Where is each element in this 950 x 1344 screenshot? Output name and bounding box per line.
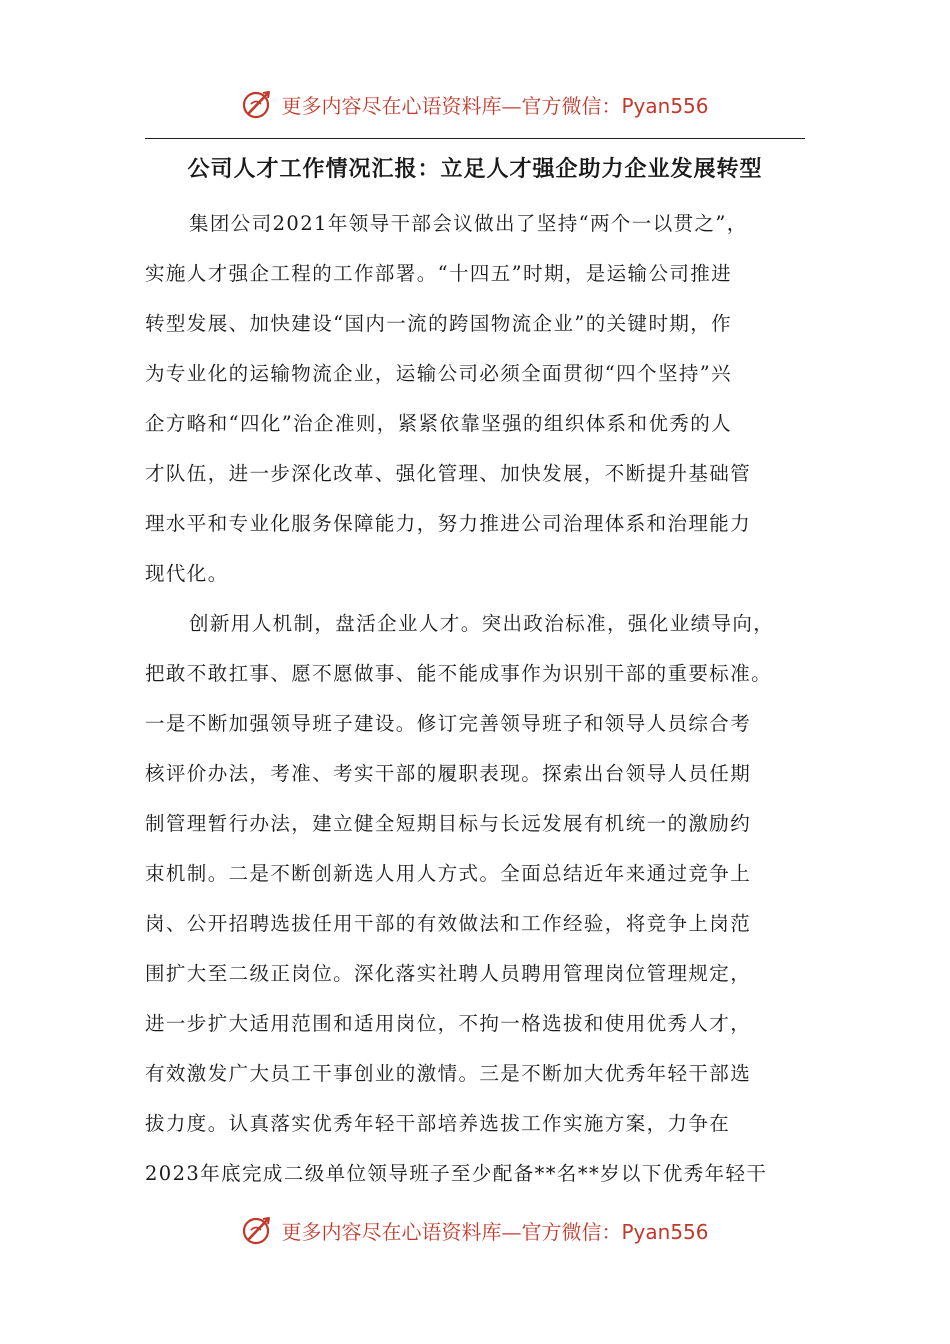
- header-watermark-banner: [0, 84, 950, 124]
- banner-text: [281, 90, 708, 119]
- banner-wechat-id: Pyan556: [621, 93, 709, 118]
- document-title: 公司人才工作情况汇报：立足人才强企助力企业发展转型: [187, 156, 763, 182]
- body-line: 一是不断加强领导班子建设。修订完善领导班子和领导人员综合考: [145, 712, 752, 735]
- body-line: 制管理暂行办法，建立健全短期目标与长远发展有机统一的激励约: [145, 812, 752, 835]
- banner-text: [281, 1216, 708, 1245]
- body-line: 岗、公开招聘选拔任用干部的有效做法和工作经验，将竞争上岗范: [145, 912, 752, 935]
- body-line: 把敢不敢扛事、愿不愿做事、能不能成事作为识别干部的重要标准。: [145, 662, 773, 685]
- banner-main-text: 更多内容尽在心语资料库—官方微信：: [281, 1219, 622, 1244]
- body-line: 企方略和“四化”治企准则，紧紧依靠坚强的组织体系和优秀的人: [145, 412, 733, 435]
- body-line: 理水平和专业化服务保障能力，努力推进公司治理体系和治理能力: [145, 512, 752, 535]
- body-line: 进一步扩大适用范围和适用岗位，不拘一格选拔和使用优秀人才，: [145, 1012, 752, 1035]
- body-line: 实施人才强企工程的工作部署。“十四五”时期，是运输公司推进: [145, 262, 733, 285]
- body-line: 有效激发广大员工干事创业的激情。三是不断加大优秀年轻干部选: [145, 1062, 752, 1085]
- body-line: 才队伍，进一步深化改革、强化管理、加快发展，不断提升基础管: [145, 462, 752, 485]
- document-body: [145, 199, 810, 1199]
- body-line: 2023年底完成二级单位领导班子至少配备**名**岁以下优秀年轻干: [145, 1162, 768, 1185]
- body-line: 围扩大至二级正岗位。深化落实社聘人员聘用管理岗位管理规定，: [145, 962, 752, 985]
- body-line: 创新用人机制，盘活企业人才。突出政治标准，强化业绩导向，: [189, 612, 775, 635]
- body-line: 现代化。: [145, 562, 229, 585]
- body-line: 为专业化的运输物流企业，运输公司必须全面贯彻“四个坚持”兴: [145, 362, 733, 385]
- header-divider: [145, 138, 805, 139]
- body-line: 转型发展、加快建设“国内一流的跨国物流企业”的关键时期，作: [145, 312, 733, 335]
- body-line: 集团公司2021年领导干部会议做出了坚持“两个一以贯之”，: [189, 212, 748, 235]
- brand-logo-icon: [241, 1213, 275, 1247]
- body-line: 拔力度。认真落实优秀年轻干部培养选拔工作实施方案，力争在: [145, 1112, 731, 1135]
- body-line: 核评价办法，考准、考实干部的履职表现。探索出台领导人员任期: [145, 762, 752, 785]
- brand-logo-icon: [241, 87, 275, 121]
- footer-watermark-banner: [0, 1210, 950, 1250]
- banner-wechat-id: Pyan556: [621, 1219, 709, 1244]
- banner-main-text: 更多内容尽在心语资料库—官方微信：: [281, 93, 622, 118]
- body-line: 束机制。二是不断创新选人用人方式。全面总结近年来通过竞争上: [145, 862, 752, 885]
